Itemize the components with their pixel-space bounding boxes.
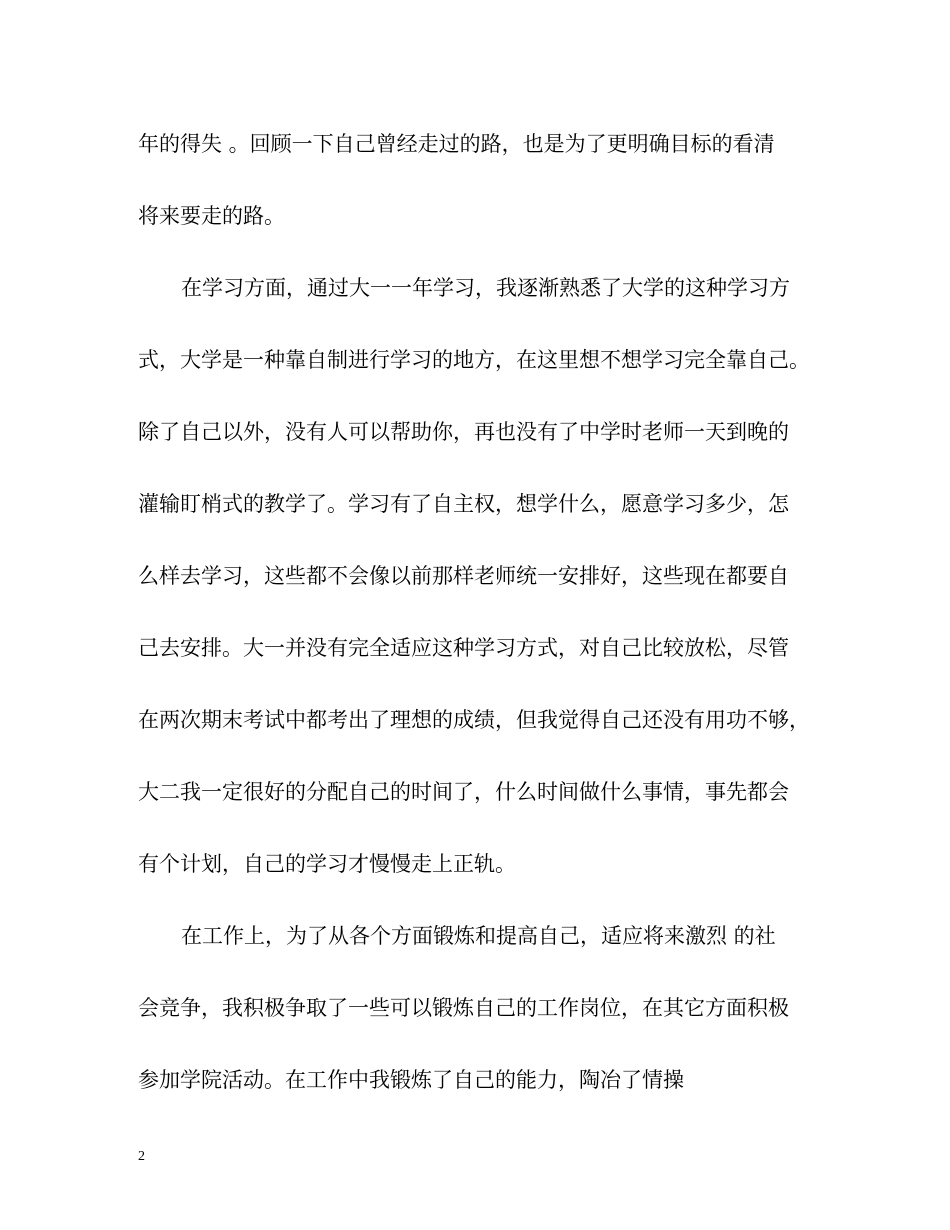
body-line: 在两次期末考试中都考出了理想的成绩，但我觉得自己还没有用功不够， <box>138 708 810 732</box>
body-line: 么样去学习，这些都不会像以前那样老师统一安排好，这些现在都要自 <box>138 564 789 588</box>
paragraph-first-line: 在工作上，为了从各个方面锻炼和提高自己，适应将来激烈 的社 <box>181 924 776 948</box>
body-line: 有个计划，自己的学习才慢慢走上正轨。 <box>138 852 516 876</box>
paragraph-first-line: 在学习方面，通过大一一年学习，我逐渐熟悉了大学的这种学习方 <box>181 276 790 300</box>
body-line: 年的得失 。回顾一下自己曾经走过的路，也是为了更明确目标的看清 <box>138 132 775 156</box>
body-line: 将来要走的路。 <box>138 204 285 228</box>
body-line: 大二我一定很好的分配自己的时间了，什么时间做什么事情，事先都会 <box>138 780 789 804</box>
body-line: 会竞争，我积极争取了一些可以锻炼自己的工作岗位，在其它方面积极 <box>138 996 789 1020</box>
body-line: 式，大学是一种靠自制进行学习的地方，在这里想不想学习完全靠自己。 <box>138 348 810 372</box>
body-line: 除了自己以外，没有人可以帮助你，再也没有了中学时老师一天到晚的 <box>138 420 789 444</box>
body-line: 己去安排。大一并没有完全适应这种学习方式，对自己比较放松，尽管 <box>138 636 789 660</box>
body-line: 灌输盯梢式的教学了。学习有了自主权，想学什么，愿意学习多少，怎 <box>138 492 789 516</box>
body-line: 参加学院活动。在工作中我锻炼了自己的能力，陶冶了情操 <box>138 1068 684 1092</box>
page-number: 2 <box>138 1149 145 1164</box>
